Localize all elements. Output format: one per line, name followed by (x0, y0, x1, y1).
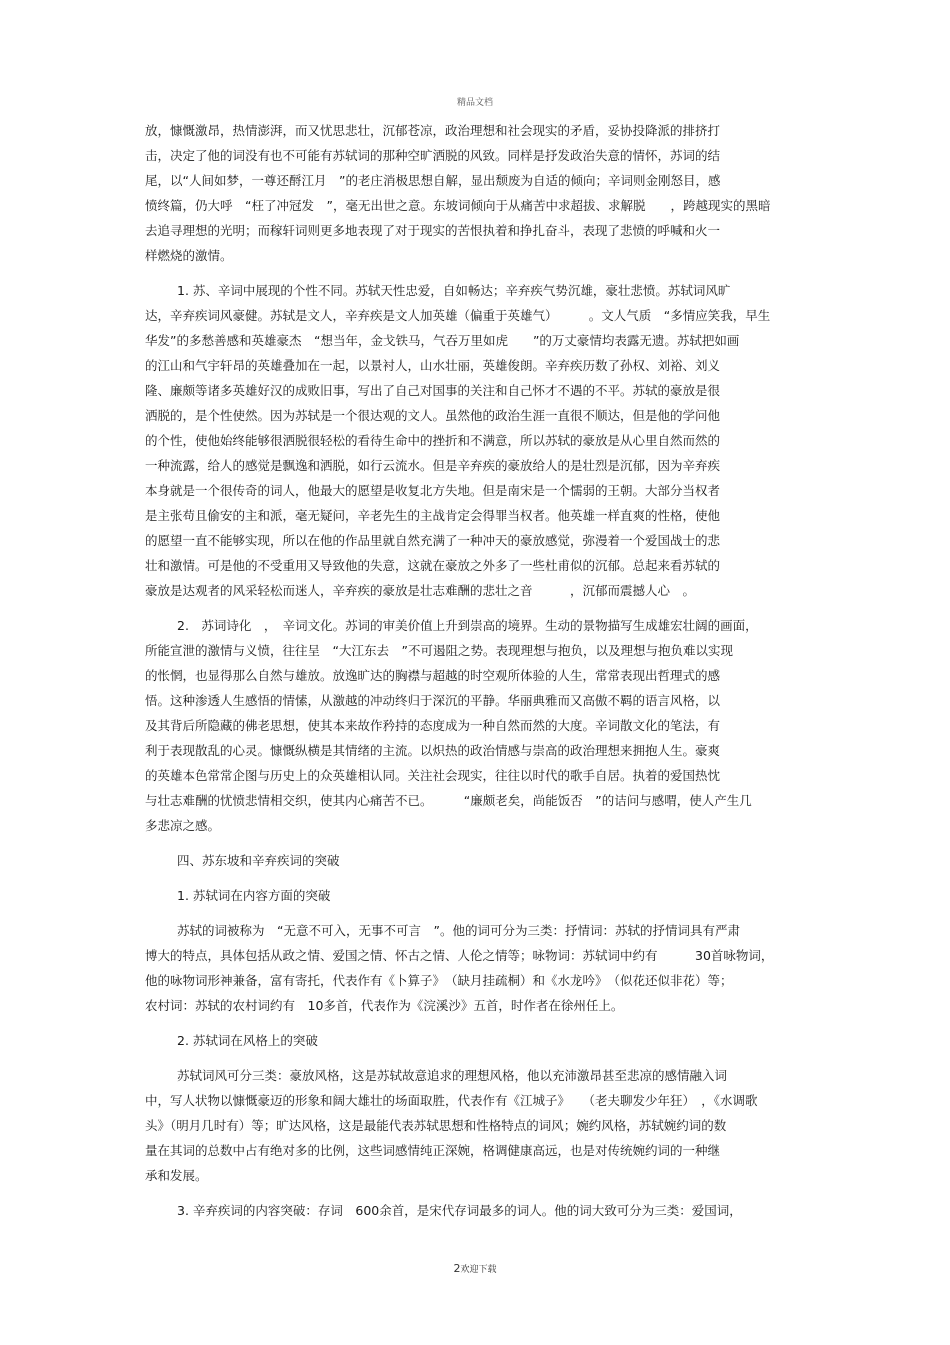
document-body (145, 118, 815, 1233)
page-number: 2 (453, 1262, 461, 1275)
text-line: 愤终篇，仍大呼 “枉了冲冠发 ”，毫无出世之意。东坡词倾向于从痛苦中求超拔、求解脱 ，跨越现实的黑暗 (145, 198, 771, 213)
text-line: 3. 辛弃疾词的内容突破：存词 600余首，是宋代存词最多的词人。他的词大致可分为三类：爱国词， (177, 1203, 742, 1218)
text-line: 洒脱的，是个性使然。因为苏轼是一个很达观的文人。虽然他的政治生涯一直很不顺达，但是他的学问他 (145, 408, 721, 423)
text-line: 及其背后所隐藏的佛老思想，使其本来故作矜持的态度成为一种自然而然的大度。辛词散文化的笔法，有 (145, 718, 721, 733)
text-line: 1. 苏、辛词中展现的个性不同。苏轼天性忠爱，自如畅达；辛弃疾气势沉雄，豪壮悲愤。苏轼词风旷 (177, 283, 731, 298)
page-header: 精品文档 (456, 98, 493, 108)
paragraph (145, 1063, 815, 1188)
footer-label: 欢迎下载 (460, 1265, 497, 1275)
text-line: 承和发展。 (145, 1168, 208, 1183)
text-line: 样燃烧的激情。 (145, 248, 233, 263)
page-footer (0, 1262, 950, 1275)
text-line: 头》（明月几时有）等；旷达风格，这是最能代表苏轼思想和性格特点的词风；婉约风格，苏轼婉约词的数 (145, 1118, 727, 1133)
text-line: 2. 苏词诗化 ， 辛词文化。苏词的审美价值上升到崇高的境界。生动的景物描写生成雄宏壮阔的画面， (177, 618, 758, 633)
heading-line: 2. 苏轼词在风格上的突破 (177, 1033, 318, 1048)
paragraph (145, 278, 815, 603)
text-line: 的怅惘，也显得那么自然与雄放。放逸旷达的胸襟与超越的时空观所体验的人生，常常表现出哲理式的感 (145, 668, 721, 683)
text-line: 所能宣泄的激情与义愤，往往呈 “大江东去 ”不可遏阻之势。表现理想与抱负，以及理想与抱负难以实现 (145, 643, 733, 658)
text-line: 苏轼词风可分三类：豪放风格，这是苏轼故意追求的理想风格，他以充沛激昂甚至悲凉的感情融入词 (177, 1068, 728, 1083)
text-line: 华发”的多愁善感和英雄豪杰 “想当年，金戈铁马，气吞万里如虎 ”的万丈豪情均表露无遗。苏轼把如画 (145, 333, 740, 348)
text-line: 博大的特点，具体包括从政之情、爱国之情、怀古之情、人伦之情等；咏物词：苏轼词中约有 30首咏物词， (145, 948, 774, 963)
text-line: 放，慷慨激昂，热情澎湃，而又忧思悲壮，沉郁苍凉，政治理想和社会现实的矛盾，妥协投降派的排挤打 (145, 123, 721, 138)
text-line: 是主张苟且偷安的主和派，毫无疑问，辛老先生的主战肯定会得罪当权者。他英雄一样直爽的性格，使他 (145, 508, 721, 523)
text-line: 的个性，使他始终能够很洒脱很轻松的看待生命中的挫折和不满意，所以苏轼的豪放是从心里自然而然的 (145, 433, 721, 448)
text-line: 的英雄本色常常企图与历史上的众英雄相认同。关注社会现实，往往以时代的歌手自居。执着的爱国热忱 (145, 768, 721, 783)
paragraph (145, 1198, 815, 1223)
text-line: 本身就是一个很传奇的词人，他最大的愿望是收复北方失地。但是南宋是一个懦弱的王朝。大部分当权者 (145, 483, 721, 498)
text-line: 悟。这种渗透人生感悟的情愫，从激越的冲动终归于深沉的平静。华丽典雅而又高傲不羁的语言风格，以 (145, 693, 721, 708)
text-line: 豪放是达观者的风采轻松而迷人，辛弃疾的豪放是壮志难酬的悲壮之音 ，沉郁而震撼人心 。 (145, 583, 696, 598)
heading-line: 四、苏东坡和辛弃疾词的突破 (177, 853, 340, 868)
text-line: 去追寻理想的光明；而稼轩词则更多地表现了对于现实的苦恨执着和挣扎奋斗，表现了悲愤的呼喊和火一 (145, 223, 721, 238)
text-line: 农村词：苏轼的农村词约有 10多首，代表作为《浣溪沙》五首，时作者在徐州任上。 (145, 998, 624, 1013)
text-line: 他的咏物词形神兼备，富有寄托，代表作有《卜算子》 （缺月挂疏桐）和《水龙吟》 （似花还似非花）等； (145, 973, 733, 988)
text-line: 一种流露，给人的感觉是飘逸和洒脱，如行云流水。但是辛弃疾的豪放给人的是壮烈是沉郁，因为辛弃疾 (145, 458, 721, 473)
text-line: 达，辛弃疾词风豪健。苏轼是文人，辛弃疾是文人加英雄（偏重于英雄气） 。文人气质 “多情应笑我，早生 (145, 308, 771, 323)
text-line: 壮和激情。可是他的不受重用又导致他的失意，这就在豪放之外多了一些杜甫似的沉郁。总起来看苏轼的 (145, 558, 721, 573)
text-line: 击，决定了他的词没有也不可能有苏轼词的那种空旷洒脱的风致。同样是抒发政治失意的情怀，苏词的结 (145, 148, 721, 163)
heading-line: 1. 苏轼词在内容方面的突破 (177, 888, 331, 903)
text-line: 与壮志难酬的忧愤悲情相交织，使其内心痛苦不已。 “廉颇老矣，尚能饭否 ”的诘问与感喟，使人产生几 (145, 793, 752, 808)
paragraph (145, 613, 815, 838)
text-line: 的江山和气宇轩昂的英雄叠加在一起，以景衬人，山水壮丽，英雄俊朗。辛弃疾历数了孙权、刘裕、刘义 (145, 358, 721, 373)
paragraph (145, 918, 815, 1018)
subsection-heading (145, 1028, 815, 1053)
text-line: 中，写人状物以慷慨豪迈的形象和阔大雄壮的场面取胜，代表作有《江城子》 （老夫聊发少年狂） ，《水调歌 (145, 1093, 758, 1108)
section-heading (145, 848, 815, 873)
text-line: 尾，以“人间如梦，一尊还酹江月 ”的老庄消极思想自解，显出颓废为自适的倾向；辛词则金刚怒目，感 (145, 173, 721, 188)
text-line: 量在其词的总数中占有绝对多的比例，这些词感情纯正深婉，格调健康高远，也是对传统婉约词的一种继 (145, 1143, 721, 1158)
text-line: 多悲凉之感。 (145, 818, 221, 833)
text-line: 苏轼的词被称为 “无意不可入，无事不可言 ”。他的词可分为三类：抒情词：苏轼的抒情词具有严肃 (177, 923, 740, 938)
paragraph (145, 118, 815, 268)
text-line: 的愿望一直不能够实现，所以在他的作品里就自然充满了一种冲天的豪放感觉，弥漫着一个爱国战士的悲 (145, 533, 721, 548)
text-line: 利于表现散乱的心灵。慷慨纵横是其情绪的主流。以炽热的政治情感与崇高的政治理想来拥抱人生。豪爽 (145, 743, 721, 758)
text-line: 隆、廉颇等诸多英雄好汉的成败旧事，写出了自己对国事的关注和自己怀才不遇的不平。苏轼的豪放是很 (145, 383, 721, 398)
subsection-heading (145, 883, 815, 908)
